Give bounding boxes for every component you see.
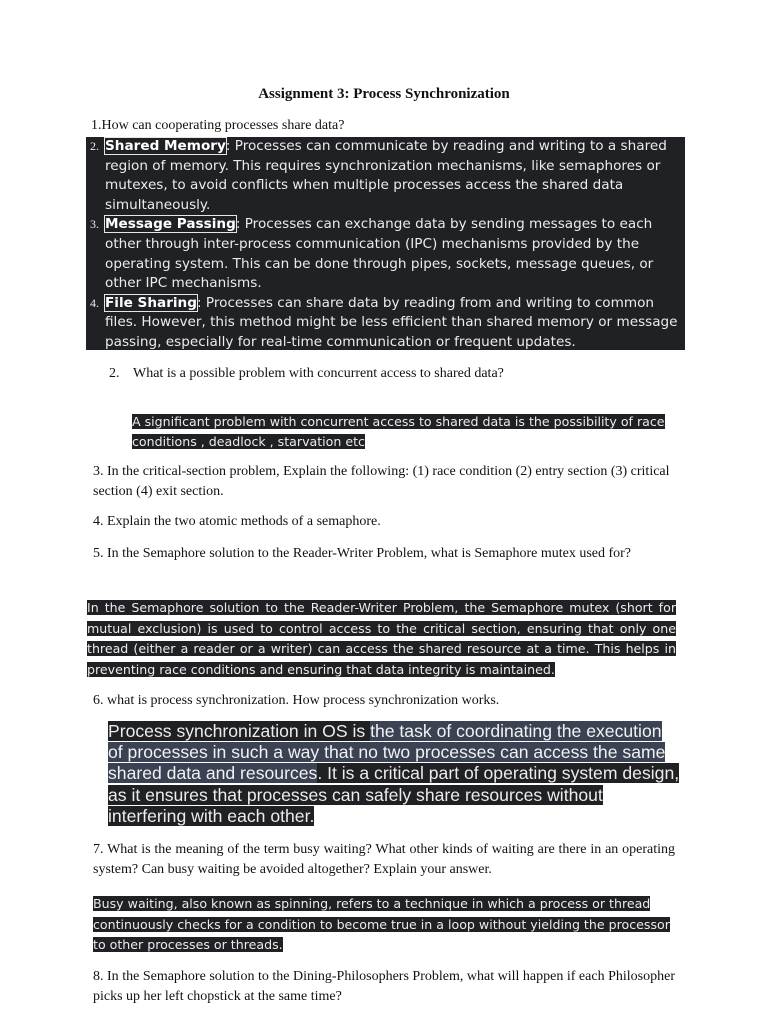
question-1 bbox=[91, 118, 344, 134]
answer-1-block bbox=[86, 137, 685, 350]
document-title: Assignment 3: Process Synchronization bbox=[258, 86, 510, 102]
answer-7 bbox=[93, 894, 673, 956]
list-number: 3. bbox=[90, 217, 99, 232]
answer-6-definition: the task of coordinating the execution of processes in such a way that no two processes can access the same shared data and resources bbox=[108, 721, 666, 784]
question-1-number: 1. bbox=[91, 118, 102, 133]
answer-7-text: Busy waiting, also known as spinning, refers to a technique in which a process or thread continuously checks for a condition to become true in a loop without yielding the processor to other processes or threads. bbox=[93, 896, 670, 952]
answer-1-item-message-passing bbox=[86, 215, 685, 293]
item-text: : Processes can exchange data by sending messages to each other through inter-process communication (IPC) mechanisms provided by the operating system. This can be done through pipes, sockets, message queues, or other IPC mechanisms. bbox=[105, 216, 654, 292]
question-1-text: How can cooperating processes share data? bbox=[101, 118, 345, 133]
answer-1-item-file-sharing bbox=[86, 294, 685, 353]
question-2-text: What is a possible problem with concurrent access to shared data? bbox=[133, 366, 504, 381]
answer-1-item-shared-memory bbox=[86, 137, 685, 215]
answer-6-part-1: Process synchronization in OS is bbox=[108, 721, 371, 741]
item-text: : Processes can share data by reading from and writing to common files. However, this method might be less efficient than shared memory or message passing, especially for real-time communication or frequent updates. bbox=[105, 294, 678, 350]
answer-2 bbox=[132, 412, 672, 452]
question-6: 6. what is process synchronization. How process synchronization works. bbox=[93, 693, 500, 708]
question-8: 8. In the Semaphore solution to the Dining-Philosophers Problem, what will happen if each Philosopher picks up her left chopstick at the same time? bbox=[93, 969, 675, 1004]
answer-6 bbox=[108, 721, 680, 827]
question-2-number: 2. bbox=[109, 366, 120, 381]
list-number: 2. bbox=[90, 139, 99, 153]
answer-5-text: In the Semaphore solution to the Reader-Writer Problem, the Semaphore mutex (short for mutual exclusion) is used to control access to the critical section, ensuring that only one thread (either a reader or a writer) can access the shared resource at a time. This helps in preventing race conditions and ensuring that data integrity is maintained. bbox=[87, 600, 676, 677]
term-message-passing: Message Passing bbox=[105, 216, 236, 233]
question-3: 3. In the critical-section problem, Explain the following: (1) race condition (2) entry section (3) critical section (4) exit section. bbox=[93, 464, 670, 499]
answer-6-part-3: . It is a critical part of operating system design, as it ensures that processes can safely share resources without interfering with each other. bbox=[108, 763, 680, 826]
item-text: : Processes can communicate by reading and writing to a shared region of memory. This requires synchronization mechanisms, like semaphores or mutexes, to avoid conflicts when multiple processes access the shared data simultaneously. bbox=[105, 138, 667, 213]
question-7: 7. What is the meaning of the term busy waiting? What other kinds of waiting are there in an operating system? Can busy waiting be avoided altogether? Explain your answer. bbox=[93, 842, 675, 877]
question-4: 4. Explain the two atomic methods of a semaphore. bbox=[93, 514, 381, 529]
term-shared-memory: Shared Memory bbox=[105, 138, 226, 154]
question-5: 5. In the Semaphore solution to the Reader-Writer Problem, what is Semaphore mutex used for? bbox=[93, 546, 632, 561]
term-file-sharing: File Sharing bbox=[105, 294, 197, 311]
list-number: 4. bbox=[90, 295, 99, 310]
answer-2-text: A significant problem with concurrent access to shared data is the possibility of race conditions , deadlock , starvation etc bbox=[132, 414, 665, 449]
question-2 bbox=[109, 366, 504, 382]
answer-5 bbox=[87, 598, 676, 680]
